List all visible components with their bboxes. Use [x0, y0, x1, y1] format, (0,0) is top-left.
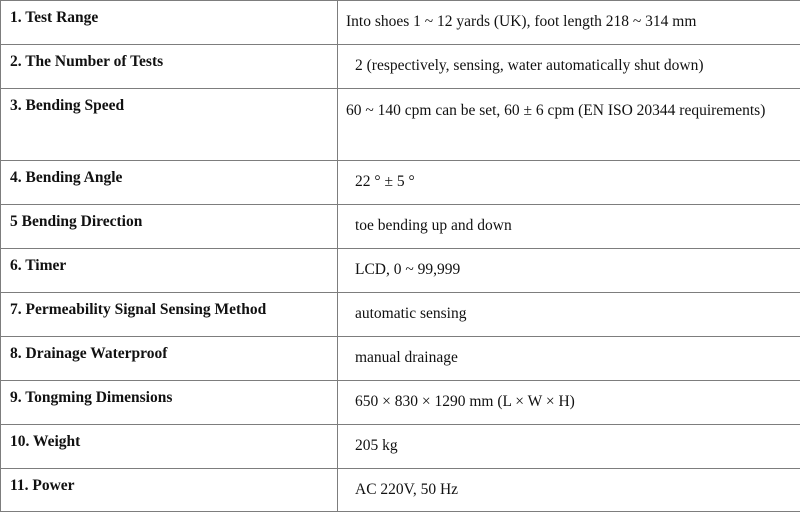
spec-label: 3. Bending Speed [1, 89, 338, 161]
spec-label: 11. Power [1, 469, 338, 512]
spec-value: toe bending up and down [338, 205, 800, 249]
spec-value: LCD, 0 ~ 99,999 [338, 249, 800, 293]
spec-label: 8. Drainage Waterproof [1, 337, 338, 381]
spec-value: 650 × 830 × 1290 mm (L × W × H) [338, 381, 800, 425]
spec-value: AC 220V, 50 Hz [338, 469, 800, 512]
table-row [1, 337, 800, 381]
spec-value: manual drainage [338, 337, 800, 381]
table-row [1, 161, 800, 205]
table-row [1, 205, 800, 249]
table-row [1, 45, 800, 89]
spec-label: 6. Timer [1, 249, 338, 293]
table-row [1, 1, 800, 45]
spec-label: 7. Permeability Signal Sensing Method [1, 293, 338, 337]
table-row [1, 89, 800, 161]
spec-label: 2. The Number of Tests [1, 45, 338, 89]
spec-value: 2 (respectively, sensing, water automatically shut down) [338, 45, 800, 89]
spec-value: automatic sensing [338, 293, 800, 337]
table-row [1, 469, 800, 512]
table-row [1, 249, 800, 293]
table-row [1, 425, 800, 469]
spec-label: 10. Weight [1, 425, 338, 469]
table-row [1, 293, 800, 337]
spec-label: 4. Bending Angle [1, 161, 338, 205]
spec-value: 22 ° ± 5 ° [338, 161, 800, 205]
spec-label: 5 Bending Direction [1, 205, 338, 249]
spec-label: 9. Tongming Dimensions [1, 381, 338, 425]
spec-value: Into shoes 1 ~ 12 yards (UK), foot length 218 ~ 314 mm [338, 1, 800, 45]
table-row [1, 381, 800, 425]
spec-value: 60 ~ 140 cpm can be set, 60 ± 6 cpm (EN ISO 20344 requirements) [338, 89, 800, 161]
spec-value: 205 kg [338, 425, 800, 469]
spec-label: 1. Test Range [1, 1, 338, 45]
